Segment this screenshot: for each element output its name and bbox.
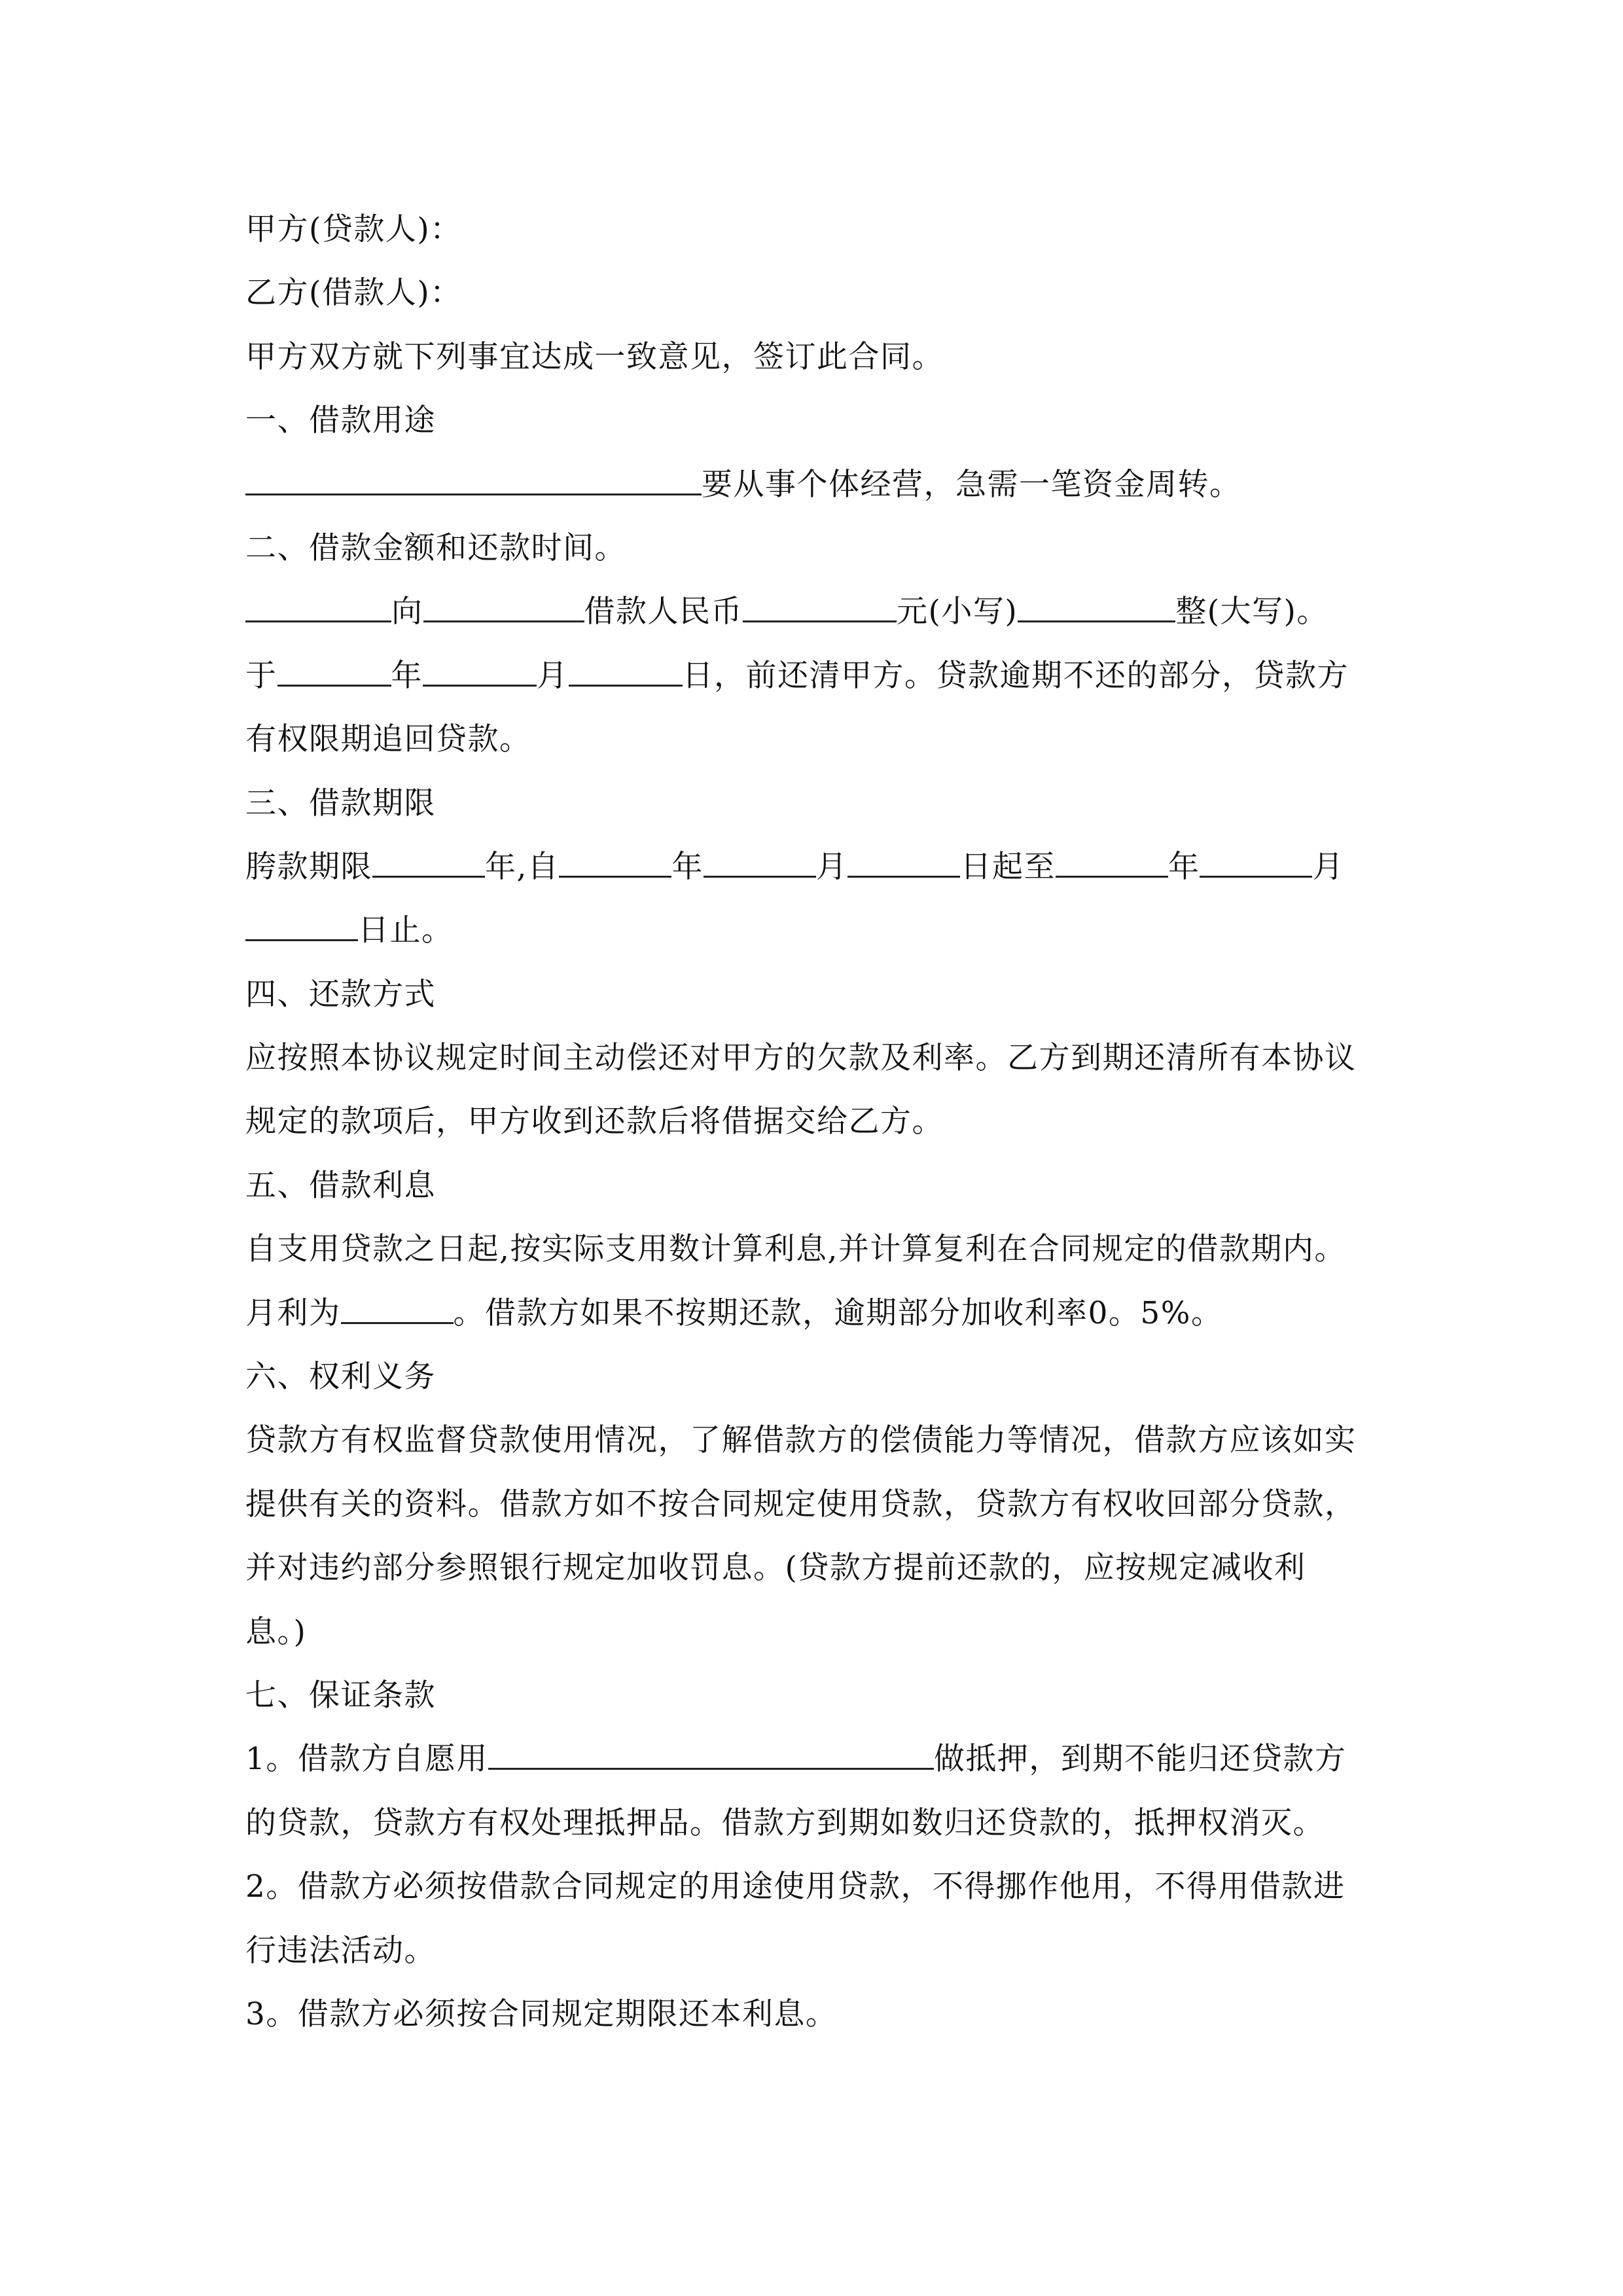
monthly-rate-line — [245, 1282, 1423, 1345]
text: 借款人民币 — [584, 594, 743, 630]
text-line: 贷款方有权监督贷款使用情况，了解借款方的偿债能力等情况，借款方应该如实 — [245, 1422, 1357, 1459]
text-line: 规定的款项后，甲方收到还款后将借据交给乙方。 — [245, 1103, 944, 1140]
loan-contract-document — [245, 198, 1423, 2046]
borrower-blank[interactable] — [423, 580, 584, 622]
term-end-line — [245, 899, 1423, 962]
text: 向 — [391, 594, 423, 630]
text: 1。借款方自愿用 — [245, 1741, 488, 1778]
year-blank[interactable] — [277, 644, 391, 687]
section-heading-interest: 五、借款利息 — [245, 1167, 436, 1204]
start-day-blank[interactable] — [847, 835, 960, 878]
text: 月 — [537, 657, 569, 694]
text: 元(小写) — [897, 594, 1018, 630]
text-line: 2。借款方必须按借款合同规定的用途使用贷款，不得挪作他用，不得用借款进 — [245, 1869, 1346, 1905]
text-line: 息。) — [245, 1613, 307, 1650]
end-month-blank[interactable] — [1200, 835, 1312, 878]
text: 年,自 — [485, 848, 560, 885]
collateral-line — [245, 1727, 1423, 1791]
section-heading-amount: 二、借款金额和还款时间。 — [245, 529, 626, 566]
section-heading-purpose: 一、借款用途 — [245, 403, 436, 439]
section-heading-repayment: 四、还款方式 — [245, 976, 436, 1013]
text: 日止。 — [358, 912, 454, 949]
amount-words-blank[interactable] — [1018, 580, 1175, 622]
text-line: 行违法活动。 — [245, 1932, 436, 1969]
purpose-blank[interactable] — [245, 453, 702, 495]
text: 于 — [245, 657, 277, 694]
text: 胯款期限 — [245, 848, 372, 885]
day-blank[interactable] — [569, 644, 683, 687]
text-line: 3。借款方必须按合同规定期限还本利息。 — [245, 1996, 838, 2032]
start-year-blank[interactable] — [559, 835, 671, 878]
text-line: 应按照本协议规定时间主动偿还对甲方的欠款及利率。乙方到期还清所有本协议 — [245, 1040, 1357, 1077]
text-line: 有权限期追回贷款。 — [245, 721, 531, 758]
party-b-line: 乙方(借款人)： — [245, 275, 462, 312]
text-line: 的贷款，贷款方有权处理抵押品。借款方到期如数归还贷款的，抵押权消灭。 — [245, 1804, 1325, 1841]
repay-date-line — [245, 644, 1423, 708]
text: 月 — [815, 848, 848, 885]
intro-line: 甲方双方就下列事宜达成一致意见，签订此合同。 — [245, 338, 944, 375]
text: 日，前还清甲方。贷款逾期不还的部分，贷款方 — [682, 657, 1349, 694]
party-a-line: 甲方(贷款人)： — [245, 211, 462, 247]
text: 要从事个体经营，急需一笔资金周转。 — [702, 466, 1241, 503]
section-heading-guarantee: 七、保证条款 — [245, 1677, 436, 1713]
section-heading-term: 三、借款期限 — [245, 785, 436, 821]
text: 月 — [1312, 848, 1344, 885]
monthly-rate-blank[interactable] — [341, 1282, 454, 1324]
text: 。借款方如果不按期还款，逾期部分加收利率0。5%。 — [453, 1295, 1223, 1331]
text: 日起至 — [960, 848, 1056, 885]
text: 整(大写)。 — [1175, 594, 1329, 630]
end-year-blank[interactable] — [1056, 835, 1168, 878]
end-day-blank[interactable] — [245, 899, 358, 941]
text: 月利为 — [245, 1295, 341, 1331]
purpose-line — [245, 453, 1423, 516]
term-years-blank[interactable] — [372, 835, 485, 878]
text: 年 — [671, 848, 704, 885]
text: 年 — [391, 657, 423, 694]
amount-figures-blank[interactable] — [743, 580, 897, 622]
month-blank[interactable] — [423, 644, 537, 687]
lender-blank[interactable] — [245, 580, 391, 622]
term-line — [245, 835, 1423, 899]
text-line: 提供有关的资料。借款方如不按合同规定使用贷款，贷款方有权收回部分贷款， — [245, 1486, 1357, 1522]
collateral-blank[interactable] — [488, 1727, 934, 1770]
text: 年 — [1168, 848, 1200, 885]
text: 做抵押，到期不能归还贷款方 — [933, 1741, 1347, 1778]
amount-line — [245, 580, 1423, 643]
section-heading-rights: 六、权利义务 — [245, 1359, 436, 1395]
text-line: 自支用贷款之日起,按实际支用数计算利息,并计算复利在合同规定的借款期内。 — [245, 1231, 1346, 1268]
start-month-blank[interactable] — [704, 835, 816, 878]
text-line: 并对违约部分参照银行规定加收罚息。(贷款方提前还款的，应按规定减收利 — [245, 1550, 1306, 1587]
